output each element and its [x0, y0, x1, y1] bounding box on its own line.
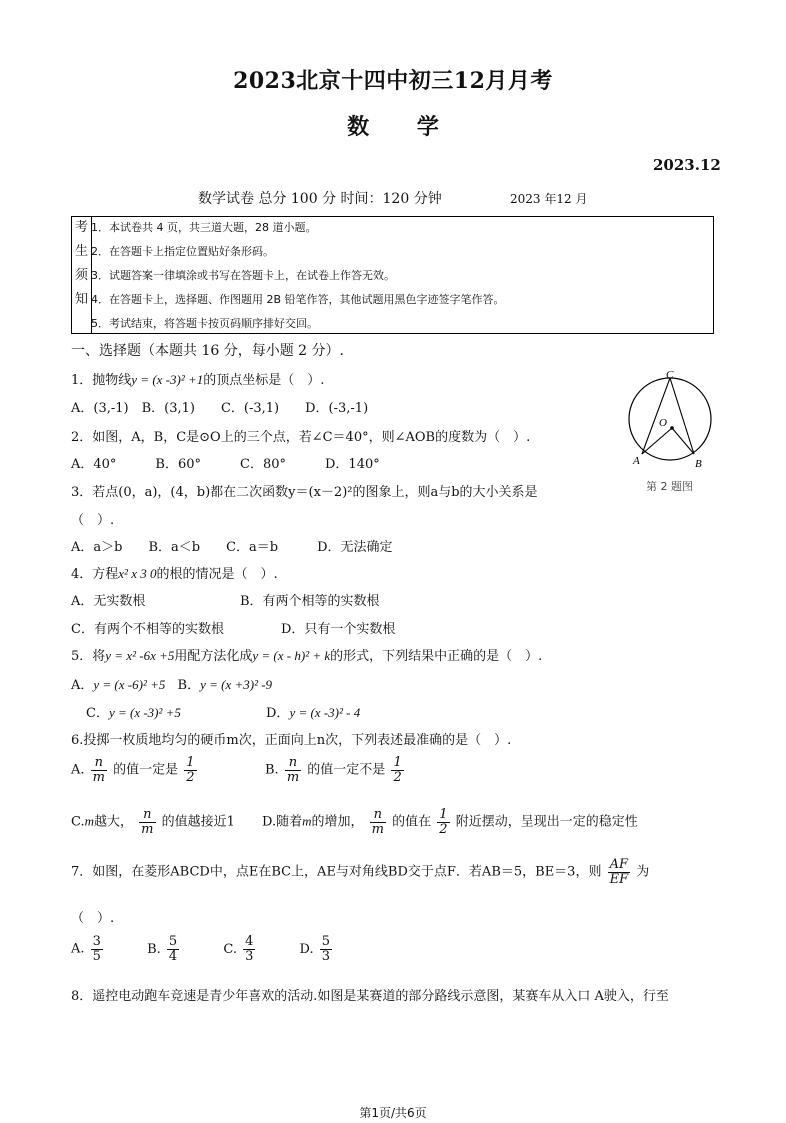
q6-opt-a-label: A.: [71, 762, 85, 778]
q5-opt-d-label: D．: [266, 706, 290, 721]
q4-stem-a: 4．方程: [71, 567, 119, 582]
question-6-option-b: [265, 756, 406, 784]
question-5-stem: [71, 645, 542, 664]
fraction-af-over-ef: $\frac{AF}{EF}$: [609, 857, 629, 887]
exam-title: 2023北京十四中初三12月月考: [233, 68, 553, 94]
question-5-option-d: [266, 702, 360, 721]
q5-formula-1: y = x² -6x +5: [105, 648, 175, 663]
question-6-stem: 6.投掷一枚质地均匀的硬币m次，正面向上n次，下列表述最准确的是（ ）.: [71, 733, 512, 748]
question-4-option-c: C．有两个不相等的实数根: [71, 622, 224, 637]
exam-info: 数学试卷 总分 100 分 时间：120 分钟: [198, 191, 442, 207]
q6-opt-c-b: 的值越接近1: [161, 814, 235, 830]
center-point: [670, 426, 674, 430]
fraction-5-over-4: $\frac{5}{4}$: [168, 934, 178, 964]
question-2-stem: 2．如图，A，B，C是⊙O上的三个点，若∠C＝40°，则∠AOB的度数为（ ）.: [71, 430, 531, 445]
question-3-stem: 3．若点(0，a)，(4，b)都在二次函数y＝(x－2)²的图象上，则a与b的大小关系是: [71, 485, 538, 500]
notice-side-char: 须: [74, 268, 88, 283]
exam-date: 2023.12: [653, 156, 721, 174]
point-c-label: C: [666, 369, 674, 381]
fraction-one-half: $\frac{1}{2}$: [393, 755, 402, 785]
question-6-option-c: [71, 808, 235, 836]
exam-info-date: 2023 年12 月: [510, 192, 588, 206]
q6-opt-c-m: m: [84, 813, 95, 829]
circle-figure: [620, 366, 720, 496]
q6-opt-c-a: 越大，: [94, 814, 134, 830]
fraction-n-over-m: $\frac{n}{m}$: [286, 755, 300, 785]
notice-side-char: 生: [74, 244, 88, 259]
question-5-option-c: [86, 702, 181, 721]
question-4-stem: [71, 563, 278, 582]
q1-stem-b: 的顶点坐标是（ ）.: [203, 373, 325, 388]
notice-side-label: [72, 217, 92, 333]
notice-item: 5．考试结束，将答题卡按页码顺序排好交回。: [91, 317, 318, 330]
q5-stem-b: 用配方法化成: [174, 649, 253, 664]
q6-opt-d-c: 的值在: [392, 814, 432, 830]
notice-item: 1．本试卷共 4 页，共三道大题，28 道小题。: [91, 221, 317, 234]
fraction-5-over-3: $\frac{5}{3}$: [321, 934, 331, 964]
question-7-stem: [71, 858, 649, 886]
question-8-stem: 8．遥控电动跑车竞速是青少年喜欢的活动.如图是某赛道的部分路线示意图，某赛车从入口 A驶入，行至: [71, 989, 669, 1004]
subject-title: 数 学: [347, 114, 439, 140]
q5-opt-c-label: C．: [86, 706, 109, 721]
notice-item: 4．在答题卡上，选择题、作图题用 2B 铅笔作答，其他试题用黑色字迹签字笔作答。: [91, 293, 505, 306]
q7-opt-d-label: D.: [299, 941, 314, 957]
fraction-3-over-5: $\frac{3}{5}$: [92, 934, 101, 964]
q4-formula: x² x 3 0: [118, 566, 157, 581]
radius-ob: [672, 428, 694, 454]
q4-stem-b: 的根的情况是（ ）.: [156, 567, 278, 582]
q6-opt-d-m: m: [302, 813, 312, 829]
question-4-option-b: B．有两个相等的实数根: [240, 594, 380, 609]
q7-stem-end: 为: [636, 864, 650, 880]
q5-opt-c-formula: y = (x -3)² +5: [108, 705, 181, 720]
question-1-stem: [71, 369, 324, 388]
question-1-options: A．(3,-1) B．(3,1) C．(-3,1) D．(-3,-1): [71, 401, 369, 416]
notice-item: 2．在答题卡上指定位置贴好条形码。: [91, 245, 274, 258]
fraction-n-over-m: $\frac{n}{m}$: [371, 807, 384, 837]
chord-ca: [642, 378, 670, 454]
section-heading: 一、选择题（本题共 16 分，每小题 2 分）.: [71, 343, 344, 359]
q6-opt-b-text: 的值一定不是: [307, 762, 386, 778]
question-2-options: A．40° B．60° C．80° D．140°: [71, 457, 380, 472]
question-7-paren: （ ）.: [71, 911, 115, 926]
q6-opt-b-label: B.: [265, 762, 279, 778]
question-5-options-ab: [71, 674, 272, 693]
notice-box: [71, 216, 714, 334]
q6-opt-d-d: 附近摆动，呈现出一定的稳定性: [455, 814, 638, 830]
q5-stem-a: 5．将: [71, 649, 106, 664]
point-o-label: O: [659, 417, 667, 429]
q6-opt-a-text: 的值一定是: [113, 762, 179, 778]
notice-item: 3．试题答案一律填涂或书写在答题卡上，在试卷上作答无效。: [91, 269, 395, 282]
question-6-option-a: [71, 756, 199, 784]
notice-side-char: 知: [74, 292, 88, 307]
notice-side-char: 考: [74, 220, 88, 235]
question-6-option-d: [262, 808, 638, 836]
q5-stem-c: 的形式，下列结果中正确的是（ ）.: [330, 649, 543, 664]
chord-cb: [670, 378, 694, 454]
q5-opt-d-formula: y = (x -3)² - 4: [289, 705, 361, 720]
q1-stem-a: 1．抛物线: [71, 373, 132, 388]
q7-opt-a-label: A.: [71, 941, 85, 957]
question-4-option-d: D．只有一个实数根: [281, 622, 396, 637]
q6-opt-d-a: D.随着: [262, 814, 303, 830]
q5-opt-a-label: A．: [71, 678, 94, 693]
figure-caption: 第 2 题图: [646, 480, 693, 493]
question-7-options: [71, 935, 334, 963]
question-4-option-a: A．无实数根: [71, 594, 146, 609]
fraction-one-half: $\frac{1}{2}$: [439, 807, 448, 837]
q5-opt-a-formula: y = (x -6)² +5: [93, 677, 166, 692]
fraction-4-over-3: $\frac{4}{3}$: [245, 934, 254, 964]
point-a-label: A: [633, 455, 640, 467]
question-3-paren: （ ）.: [71, 513, 115, 528]
q7-opt-c-label: C.: [223, 941, 237, 957]
question-3-options: A．a＞b B．a＜b C．a＝b D．无法确定: [71, 540, 393, 555]
fraction-n-over-m: $\frac{n}{m}$: [141, 807, 154, 837]
q6-opt-c-label: C.: [71, 814, 85, 830]
fraction-one-half: $\frac{1}{2}$: [186, 755, 195, 785]
circle-outline: [629, 378, 711, 460]
q7-opt-b-label: B.: [147, 941, 161, 957]
q6-opt-d-b: 的增加，: [311, 814, 364, 830]
point-b-label: B: [695, 458, 702, 470]
q5-opt-b-label: B．: [177, 678, 201, 693]
q1-formula: y = (x -3)² +1: [131, 372, 204, 387]
q7-stem-text: 7．如图，在菱形ABCD中，点E在BC上，AE与对角线BD交于点F．若AB＝5，BE＝3，则: [71, 864, 602, 880]
q5-formula-2: y = (x - h)² + k: [252, 648, 331, 663]
notice-items: [91, 217, 505, 337]
fraction-n-over-m: $\frac{n}{m}$: [92, 755, 105, 785]
q5-opt-b-formula: y = (x +3)² -9: [200, 677, 273, 692]
page-footer: 第1页/共6页: [359, 1106, 427, 1120]
